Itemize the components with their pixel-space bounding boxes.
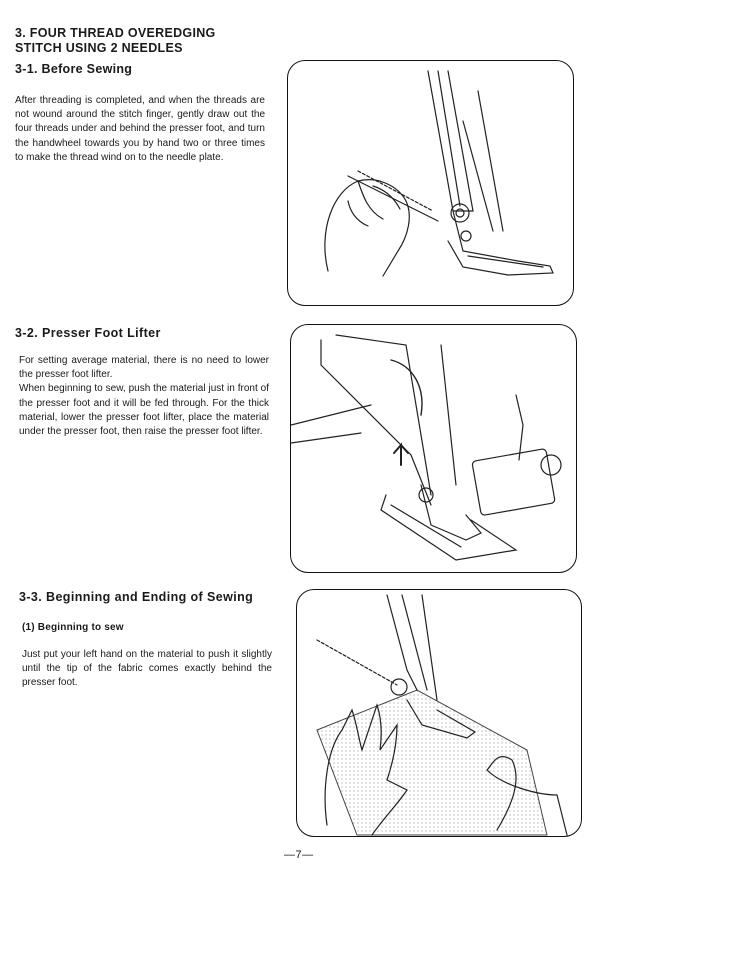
page-title xyxy=(15,26,216,56)
page-number: —7— xyxy=(284,849,314,861)
illustration-thread-drawing xyxy=(287,60,574,306)
presser-foot-lifter-illustration xyxy=(291,325,576,572)
section-heading-beginning-ending: 3-3. Beginning and Ending of Sewing xyxy=(19,590,254,604)
title-line-2: STITCH USING 2 NEEDLES xyxy=(15,41,183,55)
beginning-to-sew-illustration xyxy=(297,590,581,836)
sewing-machine-illustration xyxy=(288,61,573,305)
section-heading-before-sewing: 3-1. Before Sewing xyxy=(15,62,133,76)
section-heading-presser-foot-lifter: 3-2. Presser Foot Lifter xyxy=(15,326,161,340)
paragraph: For setting average material, there is no need to lower the presser foot lifter. xyxy=(19,355,269,381)
paragraph: When beginning to sew, push the material just in front of the presser foot and it will be fed through. For the thick material, lower the presser foot lifter, place the material under the presser foot, then raise the presser foot lifter. xyxy=(19,383,269,438)
subheading-beginning-to-sew: (1) Beginning to sew xyxy=(22,622,124,633)
section-text-beginning-to-sew xyxy=(22,648,272,691)
title-line-1: 3. FOUR THREAD OVEREDGING xyxy=(15,26,216,40)
section-text-presser-foot-lifter xyxy=(19,354,269,439)
illustration-presser-foot-lifter xyxy=(290,324,577,573)
illustration-beginning-to-sew xyxy=(296,589,582,837)
section-text-before-sewing xyxy=(15,94,265,165)
paragraph: After threading is completed, and when the threads are not wound around the stitch finger, gently draw out the four threads under and behind the presser foot, and turn the handwheel towards you by hand two or three times to make the thread wind on to the needle plate. xyxy=(15,95,265,163)
paragraph: Just put your left hand on the material to push it slightly until the tip of the fabric comes exactly behind the presser foot. xyxy=(22,649,272,689)
